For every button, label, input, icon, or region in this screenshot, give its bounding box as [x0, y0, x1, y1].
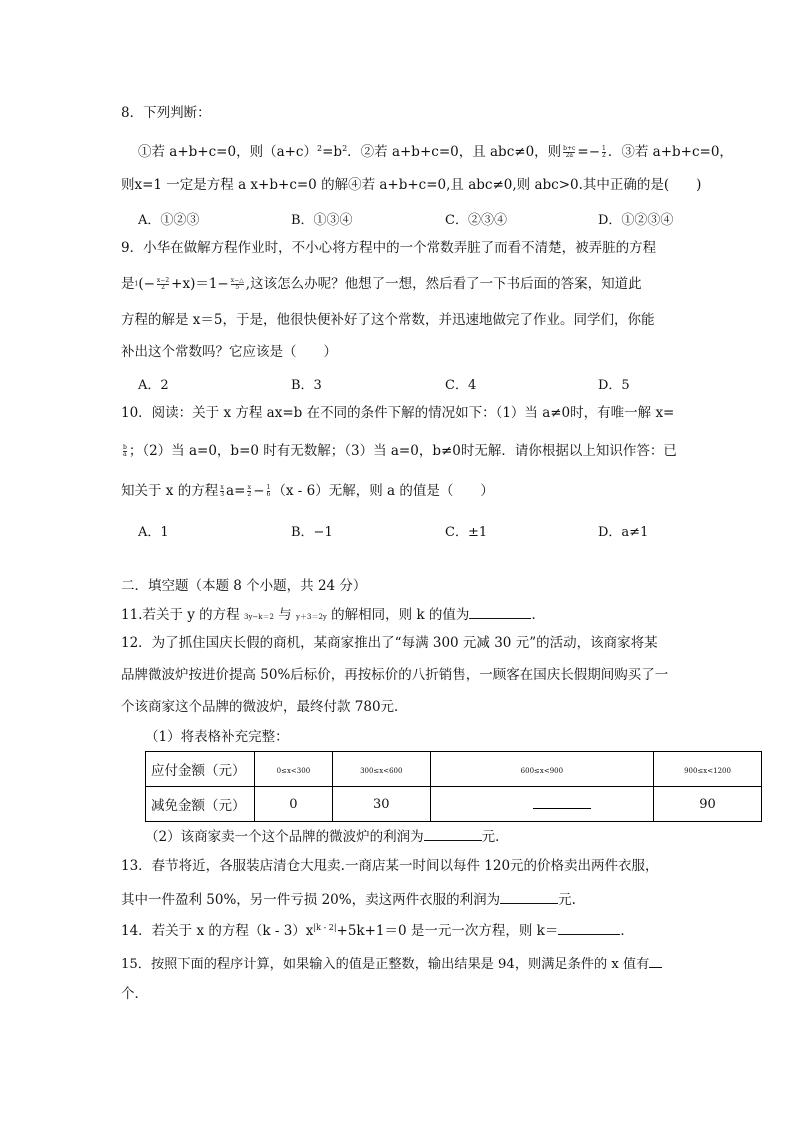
table-cell: 600≤x<900 — [430, 752, 653, 787]
q15-answer-blank[interactable] — [649, 953, 662, 968]
q10-option-d: D．a≠1 — [598, 525, 649, 540]
q13-line2: 其中一件盈利 50%，另一件亏损 20%，卖这两件衣服的利润为 元. — [121, 889, 576, 909]
table-cell: 90 — [654, 787, 762, 822]
q13-line1: 13．春节将近，各服装店清仓大甩卖.一商店某一时间以每件 120元的价格卖出两件衣服， — [121, 858, 659, 874]
q8-option-a: A．①②③ — [138, 213, 200, 228]
table-cell: 900≤x<1200 — [654, 752, 762, 787]
q9-fraction-1: $\frac{x-2}{2}$ — [156, 277, 170, 291]
q10-line1: 10．阅读：关于 x 方程 ax=b 在不同的条件下解的情况如下：（1）当 a≠0时，有唯一解 x= — [121, 405, 675, 421]
q8-option-d: D．①②③④ — [598, 213, 674, 228]
q10-option-b: B．−1 — [291, 525, 333, 540]
q10-fraction-ba: $\frac{b}{a}$ — [123, 444, 127, 458]
table-row-head: 减免金额（元） — [146, 787, 255, 822]
q9-fraction-2: $\frac{x-\triangle}{5}$ — [230, 277, 244, 291]
q14-line: 14．若关于 x 的方程$(k - 3)x^{|k - 2|}+5k+1=0$ 是一元一次方程，则 k＝ ． — [121, 919, 634, 940]
q12-line1: 12．为了抓住国庆长假的商机，某商家推出了“每满 300 元减 30 元”的活动，该商家将某 — [121, 635, 658, 651]
q12-answer-blank[interactable] — [424, 826, 482, 841]
discount-table — [145, 751, 762, 822]
q15-line1: 15．按照下面的程序计算，如果输入的值是正整数，输出结果是 94，则满足条件的 x 值有 — [121, 953, 662, 974]
table-cell: 300≤x<600 — [332, 752, 430, 787]
q9-line1: 9．小华在做解方程作业时，不小心将方程中的一个常数弄脏了而看不清楚，被弄脏的方程 — [121, 240, 657, 256]
q10-fraction-2: $\frac{x}{2}$ — [247, 484, 252, 498]
table-cell: 0 — [255, 787, 333, 822]
q8-option-b: B．①③④ — [291, 213, 353, 228]
table-row-head: 应付金额（元） — [146, 752, 255, 787]
q9-option-a: A．2 — [138, 378, 169, 393]
q9-option-d: D．5 — [598, 378, 630, 393]
q8-option-c: C．②③④ — [445, 213, 507, 228]
table-cell: 30 — [332, 787, 430, 822]
q12-sub2: （2）该商家卖一个这个品牌的微波炉的利润为 元． — [145, 826, 509, 846]
q8-fraction-2: $\frac{1}{2}$ — [602, 145, 606, 159]
q14-answer-blank[interactable] — [558, 920, 620, 935]
q12-line2: 品牌微波炉按进价提高 50%后标价，再按标价的八折销售，一顾客在国庆长假期间购买了一 — [121, 667, 669, 683]
q8-line1: ①若 a+b+c=0，则$(a+c)^2=b^2$．②若 a+b+c=0，且 abc≠0，则 $\frac{b+c}{2a}$ =− $\frac{1}{2}$ ．③若 a+b+c=0， — [138, 144, 733, 160]
q10-line3: 知关于 x 的方程 $\frac{x}{3}$ a= $\frac{x}{2}$ − $\frac{1}{6}$ （x - 6）无解，则 a 的值是（ ） — [121, 483, 494, 499]
table-row — [146, 787, 762, 822]
section-2-heading: 二．填空题（本题 8 个小题，共 24 分） — [121, 578, 367, 594]
q13-answer-blank[interactable] — [500, 889, 558, 904]
table-cell-blank[interactable] — [430, 787, 653, 822]
q8-line2: 则x=1 一定是方程 a x+b+c=0 的解④若 a+b+c=0,且 abc≠0,则 abc>0.其中正确的是( ) — [121, 177, 702, 193]
q9-option-b: B．3 — [291, 378, 322, 393]
q12-line3: 个该商家这个品牌的微波炉，最终付款 780元． — [121, 699, 408, 715]
q11-answer-blank[interactable] — [469, 604, 531, 619]
q10-line2: $\frac{b}{a}$ ；（2）当 a=0，b=0 时有无数解；（3）当 a=0，b≠0时无解．请你根据以上知识作答：已 — [123, 443, 677, 459]
q11-line: 11.若关于 y 的方程 3y−k＝2 与 y＋3＝2y 的解相同，则 k 的值为 ． — [121, 604, 545, 626]
q10-fraction-1: $\frac{x}{3}$ — [220, 484, 225, 498]
table-cell: 0≤x<300 — [255, 752, 333, 787]
q9-line4: 补出这个常数吗？它应该是（ ） — [121, 344, 337, 360]
q8-title: 8．下列判断： — [121, 105, 211, 121]
table-row — [146, 752, 762, 787]
q10-option-a: A．1 — [138, 525, 169, 540]
q9-option-c: C．4 — [445, 378, 477, 393]
q8-fraction-1: $\frac{b+c}{2a}$ — [563, 145, 576, 159]
q9-line3: 方程的解是 x＝5，于是，他很快便补好了这个常数，并迅速地做完了作业。同学们，你能 — [121, 312, 655, 328]
q10-option-c: C．±1 — [445, 525, 488, 540]
q9-line2: 是1(− $\frac{x-2}{2}$ +x)＝1− $\frac{x-\triangle}{5}$ ,这该怎么办呢？他想了一想，然后看了一下书后面的答案，知道此 — [121, 276, 642, 292]
q10-fraction-3: $\frac{1}{6}$ — [266, 484, 271, 498]
q12-sub1: （1）将表格补充完整： — [145, 729, 289, 745]
q15-line2: 个． — [121, 986, 148, 1002]
